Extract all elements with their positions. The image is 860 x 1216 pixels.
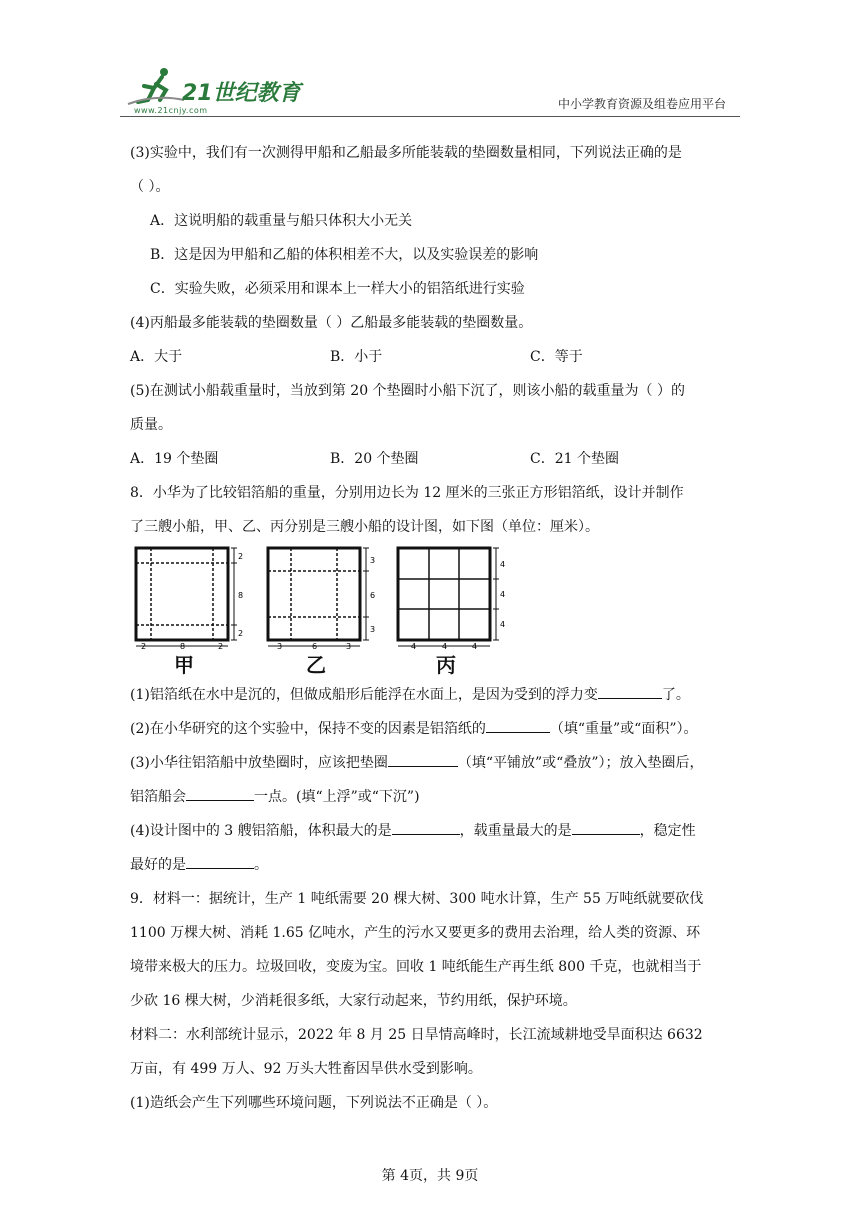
jia-bottom-label-2: 8 (180, 642, 186, 650)
q8-part3-blank-1[interactable] (388, 750, 458, 767)
q9-part1: (1)造纸会产生下列哪些环境问题，下列说法不正确是（ ）。 (130, 1095, 498, 1111)
q4-options (130, 340, 740, 374)
yi-side-label-1: 3 (370, 556, 376, 565)
yi-bottom-label-1: 3 (277, 642, 283, 650)
q8-part4-blank-1[interactable] (392, 818, 460, 835)
logo (126, 66, 306, 118)
figure-yi (266, 546, 378, 677)
yi-side-label-2: 6 (370, 591, 376, 600)
q8-part4-end: 。 (254, 857, 268, 873)
bing-bottom-label-2: 4 (442, 642, 448, 650)
q9-material2-line1: 材料二：水利部统计显示，2022 年 8 月 25 日旱情高峰时，长江流域耕地受旱面积达 6632 (130, 1027, 703, 1043)
logo-url: www.21cnjy.com (134, 106, 208, 115)
yi-side-label-3: 3 (370, 625, 376, 634)
boat-design-figures (130, 546, 740, 677)
q8-stem-line2: 了三艘小船，甲、乙、丙分别是三艘小船的设计图，如下图（单位：厘米）。 (130, 519, 599, 535)
platform-name: 中小学教育资源及组卷应用平台 (557, 97, 726, 111)
q8-part4-blank-2[interactable] (572, 818, 640, 835)
q3-option-a: A．这说明船的载重量与船只体积大小无关 (150, 213, 413, 229)
jia-side-label-2: 8 (238, 591, 244, 600)
q8-part4-text-3: ，稳定性 (639, 823, 696, 839)
q4-stem: (4)丙船最多能装载的垫圈数量（ ）乙船最多能装载的垫圈数量。 (130, 315, 533, 331)
q8-part4-blank-3[interactable] (186, 852, 254, 869)
q8-part3-line2 (130, 780, 740, 814)
q8-part3-hint-2: 一点。(填“上浮”或“下沉”) (254, 789, 420, 805)
q8-part2 (130, 712, 740, 746)
q8-stem-line1: 8．小华为了比较铝箔船的重量，分别用边长为 12 厘米的三张正方形铝箔纸，设计并制作 (130, 485, 684, 501)
figure-bing (396, 546, 508, 677)
figure-jia-diagram (134, 546, 246, 650)
bing-side-label-1: 4 (500, 560, 506, 569)
q5-option-b: B．20 个垫圈 (330, 451, 419, 467)
q4-option-c: C．等于 (530, 349, 583, 365)
q8-part3-text-2: 铝箔船会 (130, 789, 186, 805)
yi-bottom-label-3: 3 (346, 642, 352, 650)
q8-part1 (130, 678, 740, 712)
q8-part1-text: (1)铝箔纸在水中是沉的，但做成船形后能浮在水面上，是因为受到的浮力变 (130, 687, 598, 703)
jia-bottom-label-3: 2 (218, 642, 224, 650)
q5-stem-line2: 质量。 (130, 417, 172, 433)
jia-bottom-label-1: 2 (141, 642, 147, 650)
jia-side-label-3: 2 (238, 629, 244, 638)
page-header (120, 60, 740, 118)
q8-part1-end: 了。 (661, 687, 690, 703)
q8-part1-blank[interactable] (598, 682, 662, 699)
q3-stem-line2: （ ）。 (130, 179, 170, 195)
figure-bing-caption: 丙 (436, 653, 456, 677)
q8-part4-text: (4)设计图中的 3 艘铝箔船，体积最大的是 (130, 823, 392, 839)
jia-side-label-1: 2 (238, 552, 244, 561)
q8-part3-hint: （填“平铺放”或“叠放”）；放入垫圈后， (457, 755, 704, 771)
runner-icon (126, 66, 186, 106)
document-body (130, 136, 740, 1120)
bing-bottom-label-1: 4 (411, 642, 417, 650)
q9-material2-line2: 万亩，有 499 万人、92 万头大牲畜因旱供水受到影响。 (130, 1061, 482, 1077)
bing-bottom-label-3: 4 (472, 642, 478, 650)
q8-part3-line1 (130, 746, 740, 780)
q5-option-c: C．21 个垫圈 (530, 451, 619, 467)
q3-option-c: C．实验失败，必须采用和课本上一样大小的铝箔纸进行实验 (150, 281, 525, 297)
q8-part4-line2 (130, 848, 740, 882)
q8-part4-text-2: ，载重量最大的是 (459, 823, 572, 839)
bing-side-label-3: 4 (500, 620, 506, 629)
figure-yi-diagram (266, 546, 378, 650)
q9-material1-line2: 1100 万棵大树、消耗 1.65 亿吨水，产生的污水又要更多的费用去治理，给人类的资源、环 (130, 925, 701, 941)
q4-option-a: A．大于 (130, 349, 183, 365)
q8-part2-blank[interactable] (486, 716, 550, 733)
figure-yi-caption: 乙 (306, 653, 326, 677)
q8-part2-text: (2)在小华研究的这个实验中，保持不变的因素是铝箔纸的 (130, 721, 486, 737)
q8-part3-blank-2[interactable] (186, 784, 254, 801)
q3-option-b: B．这是因为甲船和乙船的体积相差不大，以及实验误差的影响 (150, 247, 539, 263)
q5-stem-line1: (5)在测试小船载重量时，当放到第 20 个垫圈时小船下沉了，则该小船的载重量为（ ）的 (130, 383, 685, 399)
q3-stem-line1: (3)实验中，我们有一次测得甲船和乙船最多所能装载的垫圈数量相同，下列说法正确的是 (130, 145, 682, 161)
q8-part4-line1 (130, 814, 740, 848)
figure-jia (134, 546, 246, 677)
q8-part2-hint: （填“重量”或“面积”）。 (549, 721, 698, 737)
yi-bottom-label-2: 6 (312, 642, 318, 650)
page-footer: 第 4页，共 9页 (381, 1168, 479, 1184)
q8-part4-text-4: 最好的是 (130, 857, 186, 873)
figure-bing-diagram (396, 546, 508, 650)
q5-options (130, 442, 740, 476)
figure-jia-caption: 甲 (174, 653, 194, 677)
q9-material1-line1: 9．材料一：据统计，生产 1 吨纸需要 20 棵大树、300 吨水计算，生产 55 万吨纸就要砍伐 (130, 891, 704, 907)
logo-text: 21世纪教育 (182, 81, 301, 106)
header-divider (120, 116, 740, 117)
q8-part3-text: (3)小华往铝箔船中放垫圈时，应该把垫圈 (130, 755, 388, 771)
q9-material1-line3: 境带来极大的压力。垃圾回收，变废为宝。回收 1 吨纸能生产再生纸 800 千克，也就相当于 (130, 959, 702, 975)
q4-option-b: B．小于 (330, 349, 383, 365)
bing-side-label-2: 4 (500, 590, 506, 599)
q9-material1-line4: 少砍 16 棵大树，少消耗很多纸，大家行动起来，节约用纸，保护环境。 (130, 993, 577, 1009)
q5-option-a: A．19 个垫圈 (130, 451, 219, 467)
